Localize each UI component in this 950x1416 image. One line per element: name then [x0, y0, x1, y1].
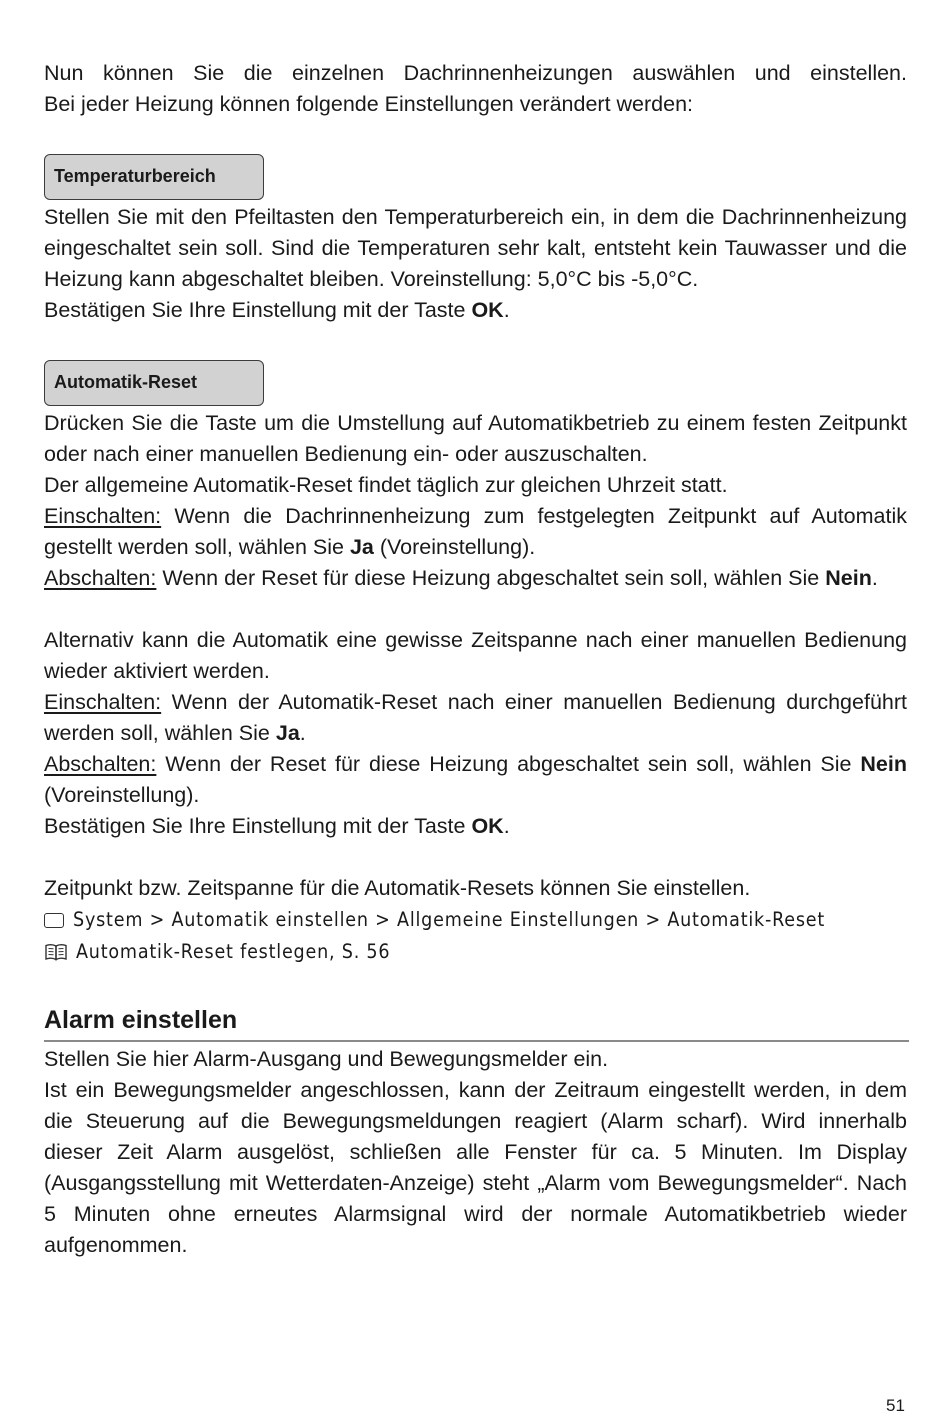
abschalten-fixed-time: Abschalten: Wenn der Reset für diese Heizung abgeschaltet sein soll, wählen Sie Nein.: [44, 566, 878, 590]
alternativ-text: Alternativ kann die Automatik eine gewisse Zeitspanne nach einer manuellen Bedienung wieder aktiviert werden.: [44, 628, 907, 683]
page-reference-text: Automatik-Reset festlegen, S. 56: [76, 940, 391, 963]
temperaturbereich-text: Stellen Sie mit den Pfeiltasten den Temperaturbereich ein, in dem die Dachrinnenheizung eingeschaltet sein soll. Sind die Temperaturen sehr kalt, entsteht kein Tauwasser und die Heizung kann abgeschaltet bleiben. Voreinstellung: 5,0°C bis -5,0°C.: [44, 205, 907, 291]
automatik-reset-text-2: Der allgemeine Automatik-Reset findet täglich zur gleichen Uhrzeit statt.: [44, 473, 728, 497]
page-reference: [44, 936, 907, 968]
einschalten-manual: Einschalten: Wenn der Automatik-Reset nach einer manuellen Bedienung durchgeführt werden soll, wählen Sie Ja.: [44, 690, 907, 745]
automatik-reset-text-1: Drücken Sie die Taste um die Umstellung auf Automatikbetrieb zu einem festen Zeitpunkt oder nach einer manuellen Bedienung ein- oder auszuschalten.: [44, 411, 907, 466]
zeitpunkt-text: Zeitpunkt bzw. Zeitspanne für die Automatik-Resets können Sie einstellen.: [44, 876, 751, 900]
page-number: 51: [886, 1396, 905, 1415]
alarm-text-1: Stellen Sie hier Alarm-Ausgang und Bewegungsmelder ein.: [44, 1047, 609, 1071]
alarm-text-2: Ist ein Bewegungsmelder angeschlossen, kann der Zeitraum eingestellt werden, in dem die Steuerung auf die Bewegungsmeldungen reagiert (Alarm scharf). Wird innerhalb dieser Zeit Alarm ausgelöst, schließen alle Fenster für ca. 5 Minuten. Im Display (Ausgangsstellung mit Wetterdaten-Anzeige) steht „Alarm vom Bewegungsmelder“. Nach 5 Minuten ohne erneutes Alarmsignal wird der normale Automatikbetrieb wieder aufgenommen.: [44, 1078, 907, 1257]
intro-line-2: Bei jeder Heizung können folgende Einstellungen verändert werden:: [44, 92, 694, 116]
automatik-reset-label: Automatik-Reset: [44, 360, 264, 406]
ok-key: OK: [471, 298, 504, 322]
temperaturbereich-confirm: Bestätigen Sie Ihre Einstellung mit der Taste OK.: [44, 298, 510, 322]
menu-path: [44, 904, 907, 936]
book-icon: [44, 943, 68, 961]
ok-key: OK: [471, 814, 504, 838]
intro-line-1: Nun können Sie die einzelnen Dachrinnenheizungen auswählen und einstellen.: [44, 61, 907, 85]
automatik-reset-confirm: Bestätigen Sie Ihre Einstellung mit der Taste OK.: [44, 814, 510, 838]
menu-icon: [44, 913, 64, 928]
menu-path-text: System > Automatik einstellen > Allgemeine Einstellungen > Automatik-Reset: [73, 908, 826, 931]
einschalten-fixed-time: Einschalten: Wenn die Dachrinnenheizung zum festgelegten Zeitpunkt auf Automatik gestellt werden soll, wählen Sie Ja (Voreinstellung).: [44, 504, 907, 559]
page-content: [44, 58, 907, 1261]
abschalten-manual: Abschalten: Wenn der Reset für diese Heizung abgeschaltet sein soll, wählen Sie Nein (Voreinstellung).: [44, 752, 907, 807]
alarm-heading: Alarm einstellen: [44, 1004, 909, 1042]
temperaturbereich-label: Temperaturbereich: [44, 154, 264, 200]
